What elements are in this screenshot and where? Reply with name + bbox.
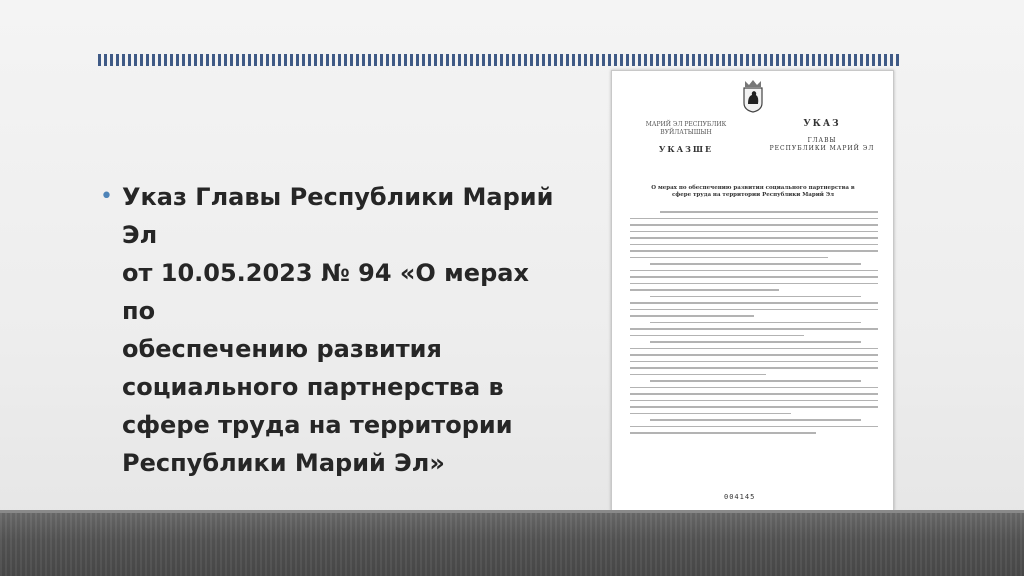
floor-background	[0, 510, 1024, 576]
document-header-right	[762, 119, 882, 153]
document-title: О мерах по обеспечению развития социального партнерства в сфере труда на территории Республики Марий Эл	[651, 185, 855, 198]
header-right-line2: РЕСПУБЛИКИ МАРИЙ ЭЛ	[769, 145, 875, 152]
header-right-line1: ГЛАВЫ	[807, 137, 837, 144]
header-left-line1: МАРИЙ ЭЛ РЕСПУБЛИК	[645, 121, 727, 128]
decorative-dash-band	[98, 54, 902, 66]
document-header-left	[626, 121, 746, 153]
header-left-line2: ВУЙЛАТЫШЫН	[660, 129, 712, 136]
document-number: 004145	[724, 493, 756, 501]
bullet-text: Указ Главы Республики Марий Эл от 10.05.2023 № 94 «О мерах по обеспечению развития социального партнерства в сфере труда на территории Республики Марий Эл»	[122, 183, 554, 477]
bullet-marker: •	[100, 184, 113, 209]
document-body-text	[630, 211, 878, 439]
header-right-title: УКАЗ	[803, 119, 841, 129]
header-left-title: УКАЗШЕ	[658, 144, 714, 154]
bullet-item	[100, 178, 570, 482]
decree-document-image	[611, 70, 894, 511]
coat-of-arms-icon	[742, 79, 764, 113]
